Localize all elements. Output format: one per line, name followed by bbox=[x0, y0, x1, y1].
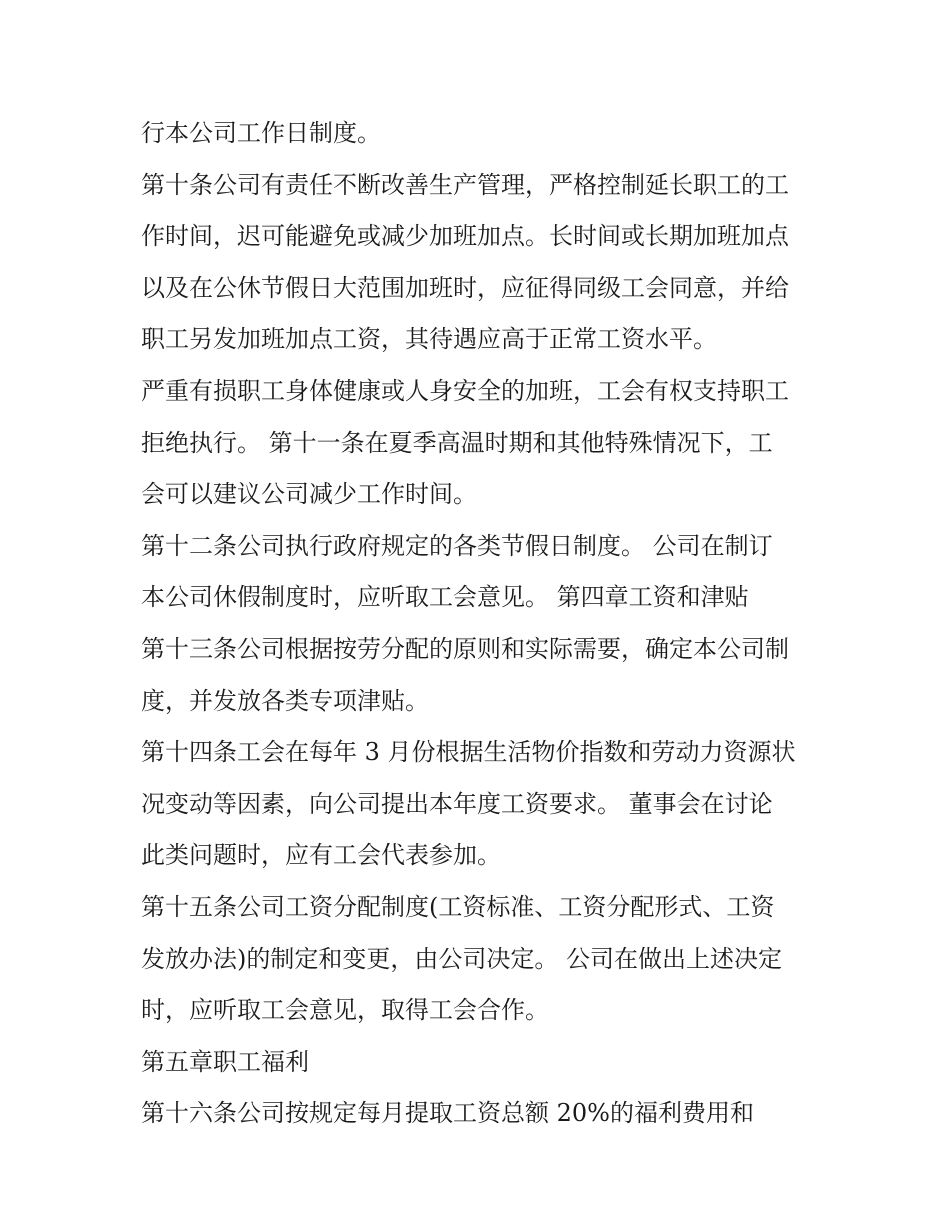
text-line: 会可以建议公司减少工作时间。 bbox=[141, 480, 477, 509]
text-line: 第十四条工会在每年 3 月份根据生活物价指数和劳动力资源状 bbox=[141, 738, 796, 767]
text-line: 此类问题时，应有工会代表参加。 bbox=[141, 841, 501, 870]
text-line: 况变动等因素，向公司提出本年度工资要求。 董事会在讨论 bbox=[141, 789, 773, 818]
text-line: 严重有损职工身体健康或人身安全的加班，工会有权支持职工 bbox=[141, 376, 789, 405]
text-line: 作时间，迟可能避免或减少加班加点。长时间或长期加班加点 bbox=[141, 222, 789, 251]
text-line: 时，应听取工会意见，取得工会合作。 bbox=[141, 996, 549, 1025]
text-line: 第十条公司有责任不断改善生产管理，严格控制延长职工的工 bbox=[141, 170, 789, 199]
text-line: 行本公司工作日制度。 bbox=[141, 119, 381, 147]
text-line: 发放办法)的制定和变更，由公司决定。 公司在做出上述决定 bbox=[141, 944, 782, 973]
text-line: 第十二条公司执行政府规定的各类节假日制度。 公司在制订 bbox=[141, 531, 773, 560]
text-line: 度，并发放各类专项津贴。 bbox=[141, 686, 429, 715]
text-line: 以及在公休节假日大范围加班时，应征得同级工会同意，并给 bbox=[141, 273, 789, 302]
text-line: 第十六条公司按规定每月提取工资总额 20%的福利费用和 bbox=[141, 1099, 754, 1128]
text-line: 拒绝执行。 第十一条在夏季高温时期和其他特殊情况下，工 bbox=[141, 428, 773, 457]
chapter-heading: 第五章职工福利 bbox=[141, 1047, 309, 1076]
document-body bbox=[141, 108, 821, 1140]
text-line: 第十五条公司工资分配制度(工资标准、工资分配形式、工资 bbox=[141, 892, 775, 921]
text-line: 职工另发加班加点工资，其待遇应高于正常工资水平。 bbox=[141, 325, 717, 354]
text-line: 第十三条公司根据按劳分配的原则和实际需要，确定本公司制 bbox=[141, 634, 789, 663]
text-line: 本公司休假制度时，应听取工会意见。 第四章工资和津贴 bbox=[141, 583, 749, 612]
